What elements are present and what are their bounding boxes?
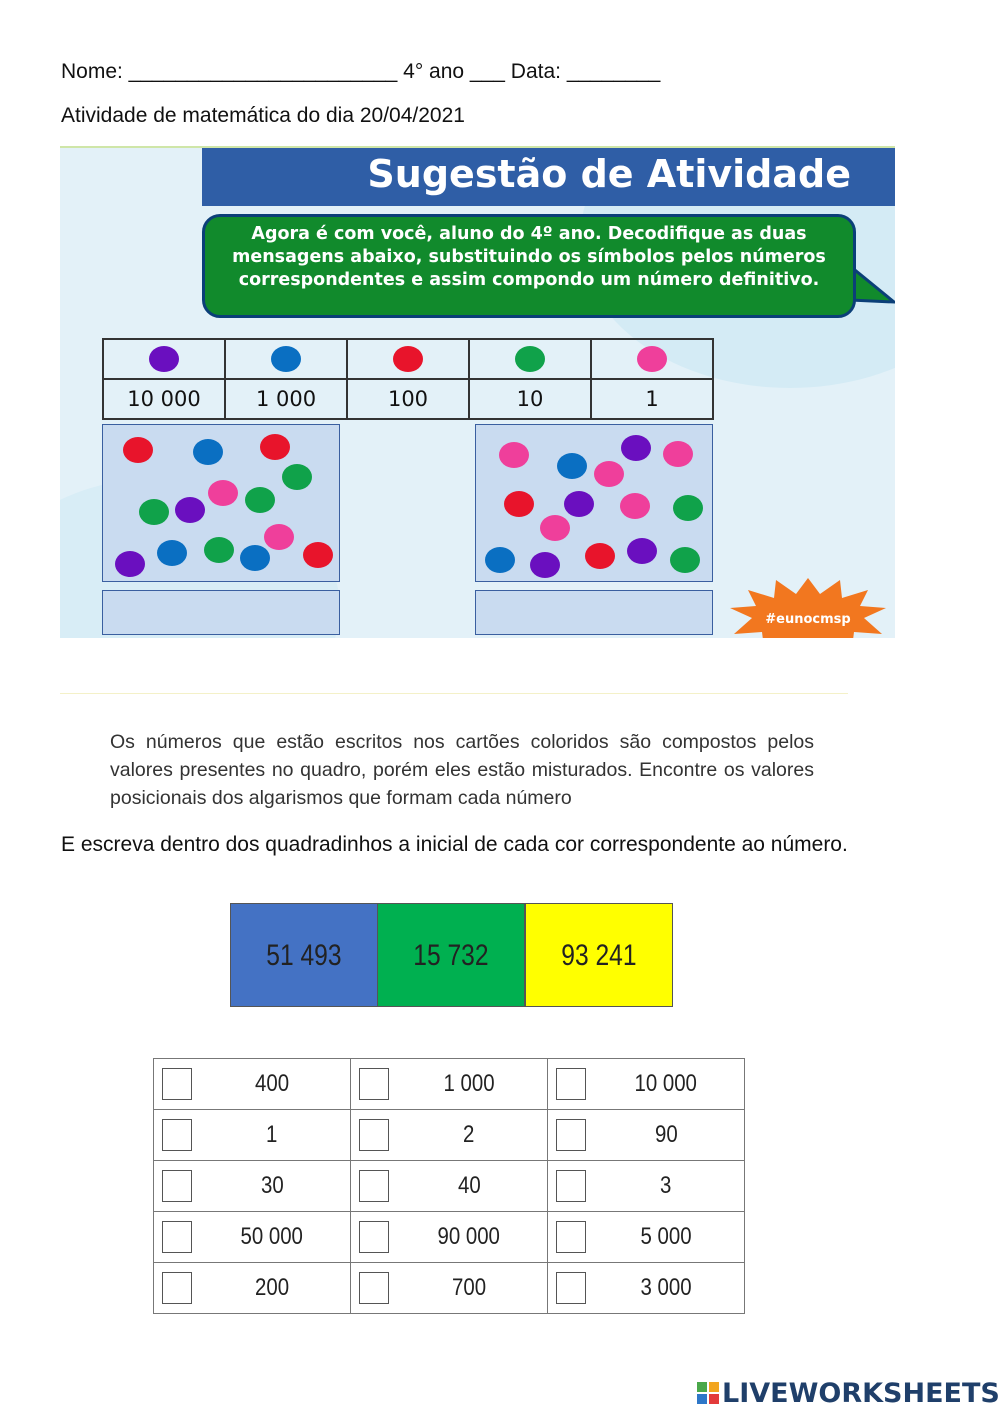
- place-value: 30: [260, 1172, 284, 1199]
- key-value: 100: [347, 379, 469, 419]
- key-dot-cell: [469, 339, 591, 379]
- purple-dot: [621, 435, 651, 461]
- place-value: 700: [451, 1274, 487, 1301]
- card-number: 51 493: [266, 939, 342, 972]
- pink-dot: [594, 461, 624, 487]
- answer-field-right[interactable]: [475, 590, 713, 635]
- red-dot: [260, 434, 290, 460]
- color-initial-input[interactable]: [162, 1272, 192, 1304]
- number-card-yellow: [525, 903, 673, 1007]
- key-value: 10: [469, 379, 591, 419]
- key-value: 1: [591, 379, 713, 419]
- green-dot: [670, 547, 700, 573]
- place-value-answer-table: [153, 1058, 745, 1314]
- color-initial-input[interactable]: [162, 1068, 192, 1100]
- place-value: 5 000: [640, 1223, 692, 1250]
- message-box-right: [475, 424, 713, 582]
- color-initial-input[interactable]: [162, 1221, 192, 1253]
- place-value: 2: [463, 1121, 475, 1148]
- place-value: 10 000: [634, 1070, 698, 1097]
- purple-dot: [564, 491, 594, 517]
- place-value: 200: [254, 1274, 290, 1301]
- answer-cell: [154, 1263, 351, 1314]
- color-initial-input[interactable]: [162, 1170, 192, 1202]
- color-initial-input[interactable]: [359, 1119, 389, 1151]
- place-value: 50 000: [240, 1223, 304, 1250]
- answer-cell: [548, 1263, 745, 1314]
- number-card-blue: [230, 903, 378, 1007]
- color-initial-input[interactable]: [359, 1170, 389, 1202]
- dot-cluster-left: [103, 425, 339, 581]
- purple-dot: [115, 551, 145, 577]
- color-initial-input[interactable]: [162, 1119, 192, 1151]
- red-dot: [585, 543, 615, 569]
- place-value: 40: [457, 1172, 481, 1199]
- instruction-paragraph: Os números que estão escritos nos cartões coloridos são compostos pelos valores presentes no quadro, porém eles estão misturados. Encontre os valores posicionais dos algarismos que formam cada número: [110, 731, 814, 809]
- green-dot: [204, 537, 234, 563]
- answer-cell: [351, 1263, 548, 1314]
- red-dot: [123, 437, 153, 463]
- blue-dot: [240, 545, 270, 571]
- message-box-left: [102, 424, 340, 582]
- color-value-key: [102, 338, 714, 420]
- answer-cell: [351, 1110, 548, 1161]
- answer-cell: [548, 1161, 745, 1212]
- green-dot: [245, 487, 275, 513]
- purple-dot: [627, 538, 657, 564]
- answer-cell: [154, 1110, 351, 1161]
- blue-dot: [557, 453, 587, 479]
- color-initial-input[interactable]: [556, 1068, 586, 1100]
- speech-bubble-tail: [850, 260, 895, 304]
- place-value: 1: [266, 1121, 278, 1148]
- color-initial-input[interactable]: [556, 1170, 586, 1202]
- red-dot: [504, 491, 534, 517]
- red-dot: [393, 346, 423, 372]
- brand-text: LIVEWORKSHEETS: [722, 1378, 1000, 1409]
- activity-image: [60, 146, 895, 638]
- answer-cell: [548, 1059, 745, 1110]
- color-initial-input[interactable]: [359, 1221, 389, 1253]
- key-dot-cell: [103, 339, 225, 379]
- green-dot: [139, 499, 169, 525]
- pink-dot: [208, 480, 238, 506]
- answer-cell: [351, 1161, 548, 1212]
- hashtag-starburst: [728, 576, 888, 638]
- key-dot-cell: [347, 339, 469, 379]
- place-value: 3 000: [640, 1274, 692, 1301]
- blue-dot: [271, 346, 301, 372]
- blue-dot: [485, 547, 515, 573]
- activity-banner-title: Sugestão de Atividade: [202, 148, 895, 206]
- dot-cluster-right: [476, 425, 712, 581]
- pink-dot: [499, 442, 529, 468]
- place-value: 400: [254, 1070, 290, 1097]
- key-dot-cell: [225, 339, 347, 379]
- green-dot: [673, 495, 703, 521]
- liveworksheets-logo: [697, 1378, 1000, 1409]
- answer-cell: [154, 1059, 351, 1110]
- place-value: 90: [654, 1121, 678, 1148]
- key-value: 10 000: [103, 379, 225, 419]
- answer-cell: [351, 1212, 548, 1263]
- green-dot: [515, 346, 545, 372]
- key-value: 1 000: [225, 379, 347, 419]
- answer-cell: [154, 1212, 351, 1263]
- answer-cell: [351, 1059, 548, 1110]
- color-initial-input[interactable]: [556, 1221, 586, 1253]
- divider: [60, 693, 848, 694]
- purple-dot: [175, 497, 205, 523]
- pink-dot: [663, 441, 693, 467]
- task-instruction: E escreva dentro dos quadradinhos a inicial de cada cor correspondente ao número.: [61, 833, 848, 856]
- color-initial-input[interactable]: [359, 1068, 389, 1100]
- answer-field-left[interactable]: [102, 590, 340, 635]
- green-dot: [282, 464, 312, 490]
- answer-cell: [154, 1161, 351, 1212]
- answer-cell: [548, 1110, 745, 1161]
- pink-dot: [264, 524, 294, 550]
- blue-dot: [193, 439, 223, 465]
- place-value: 3: [660, 1172, 672, 1199]
- liveworksheets-logo-icon: [697, 1382, 719, 1404]
- place-value: 90 000: [437, 1223, 501, 1250]
- answer-cell: [548, 1212, 745, 1263]
- color-initial-input[interactable]: [359, 1272, 389, 1304]
- pink-dot: [620, 493, 650, 519]
- blue-dot: [157, 540, 187, 566]
- card-number: 15 732: [413, 939, 489, 972]
- pink-dot: [637, 346, 667, 372]
- pink-dot: [540, 515, 570, 541]
- activity-date-line: Atividade de matemática do dia 20/04/2021: [61, 104, 465, 127]
- color-initial-input[interactable]: [556, 1272, 586, 1304]
- purple-dot: [530, 552, 560, 578]
- place-value: 1 000: [443, 1070, 495, 1097]
- card-number: 93 241: [561, 939, 637, 972]
- name-date-line[interactable]: Nome: _______________________ 4° ano ___ Data: ________: [61, 60, 661, 83]
- key-dot-cell: [591, 339, 713, 379]
- purple-dot: [149, 346, 179, 372]
- number-card-green: [377, 903, 525, 1007]
- hashtag-text: #eunocmsp: [765, 612, 851, 627]
- red-dot: [303, 542, 333, 568]
- color-initial-input[interactable]: [556, 1119, 586, 1151]
- instruction-speech-bubble: Agora é com você, aluno do 4º ano. Decodifique as duas mensagens abaixo, substituindo os símbolos pelos números correspondentes e assim compondo um número definitivo.: [202, 214, 856, 318]
